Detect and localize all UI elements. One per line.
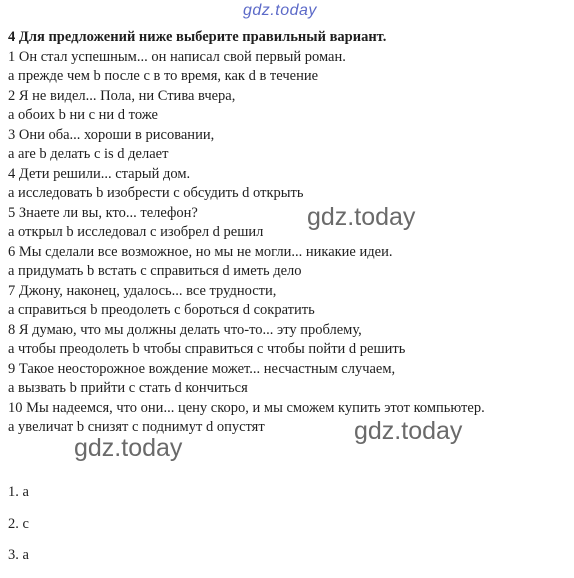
task-heading: 4 Для предложений ниже выберите правильный вариант. [8, 29, 387, 45]
question-3: 3 Они оба... хороши в рисовании, [8, 126, 215, 143]
watermark-top: gdz.today [243, 2, 317, 19]
question-2: 2 Я не видел... Пола, ни Стива вчера, [8, 87, 236, 104]
answers-list [8, 483, 29, 578]
options-7: a справиться b преодолеть c бороться d сократить [8, 302, 315, 318]
options-5: a открыл b исследовал c изобрел d решил [8, 224, 264, 240]
watermark-low-left: gdz.today [74, 434, 183, 462]
question-10: 10 Мы надеемся, что они... цену скоро, и мы сможем купить этот компьютер. [8, 399, 485, 416]
question-6: 6 Мы сделали все возможное, но мы не могли... никакие идеи. [8, 243, 393, 260]
options-3: a are b делать c is d делает [8, 146, 169, 162]
task-block [8, 28, 570, 438]
answer-1: 1. a [8, 484, 29, 500]
watermark-mid: gdz.today [307, 203, 416, 231]
options-2: a обоих b ни c ни d тоже [8, 107, 158, 123]
options-9: a вызвать b прийти c стать d кончиться [8, 380, 248, 396]
answer-2: 2. c [8, 515, 29, 532]
options-8: a чтобы преодолеть b чтобы справиться c чтобы пойти d решить [8, 341, 406, 357]
answer-3: 3. a [8, 547, 29, 563]
options-6: a придумать b встать c справиться d иметь дело [8, 263, 302, 279]
options-4: a исследовать b изобрести c обсудить d открыть [8, 185, 304, 201]
question-4: 4 Дети решили... старый дом. [8, 165, 191, 182]
options-10: a увеличат b снизят c поднимут d опустят [8, 419, 265, 435]
question-5: 5 Знаете ли вы, кто... телефон? [8, 204, 198, 221]
question-8: 8 Я думаю, что мы должны делать что-то... эту проблему, [8, 321, 362, 338]
question-9: 9 Такое неосторожное вождение может... несчастным случаем, [8, 360, 396, 377]
options-1: a прежде чем b после c в то время, как d в течение [8, 68, 319, 84]
question-1: 1 Он стал успешным... он написал свой первый роман. [8, 48, 346, 65]
watermark-low-right: gdz.today [354, 417, 463, 445]
question-7: 7 Джону, наконец, удалось... все трудности, [8, 282, 277, 299]
